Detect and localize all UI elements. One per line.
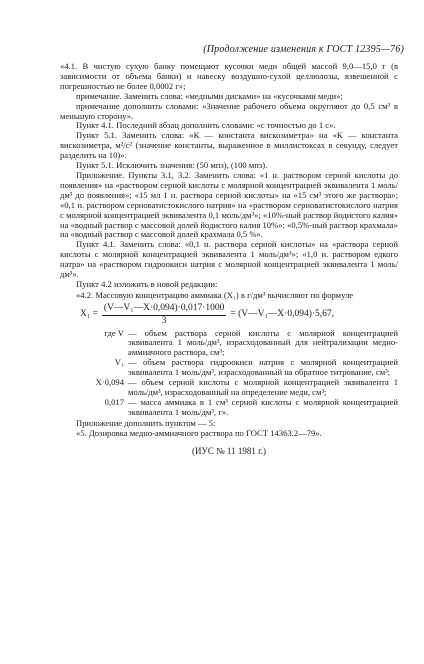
paragraph: Пункт 5.1. Исключить значения: (50 мпз), (100 мпз). bbox=[76, 160, 268, 171]
definition-symbol: где V bbox=[104, 327, 124, 338]
paragraph: Пункт 4.1. Последний абзац дополнить словами: «с точностью до 1 с». bbox=[76, 120, 336, 131]
paragraph: Пункт 4.2 изложить в новой редакции: bbox=[76, 278, 218, 289]
paragraph: «5. Дозировка медно-аммиачного раствора по ГОСТ 14363.2—79». bbox=[76, 427, 322, 438]
paragraph: Приложение дополнить пунктом — 5: bbox=[76, 417, 216, 428]
definition-text: — объем раствора гидроокиси натрия с молярной концентрацией эквивалента 1 моль/дм³, израсходованный на обратное титрование, см³; bbox=[128, 357, 398, 378]
paragraph: Пункт 4.1. Заменить слова: «0,1 н. раствора серной кислоты» на «раствора серной кислоты с молярной концентрацией эквивалента 1 моль/дм³»; «1,0 н. раствором едкого натра» на «раствором гидроокиси натрия с молярной концентрацией эквивалента 1 моль/дм³». bbox=[60, 239, 398, 280]
definition-row bbox=[60, 358, 398, 378]
formula-denominator: 3 bbox=[161, 315, 167, 326]
definition-row bbox=[60, 398, 398, 418]
definition-symbol: X·0,094 bbox=[95, 377, 124, 388]
formula-lhs: X₁ = bbox=[80, 309, 98, 320]
definition-row bbox=[60, 378, 398, 398]
definition-text: — объем раствора серной кислоты с молярной концентрацией эквивалента 1 моль/дм³, израсходованный для нейтрализации медно-аммиачного раствора, см³; bbox=[128, 327, 398, 358]
definition-text: — объем серной кислоты с молярной концентрацией эквивалента 1 моль/дм³, израсходованный на определение меди, см³; bbox=[128, 377, 398, 397]
paragraph: примечание дополнить словами: «Значение рабочего объема округляют до 0,5 см³ в меньшую сторону». bbox=[60, 100, 398, 121]
paragraph: Пункт 5.1. Заменить слова: «К — константа вискозиметра» на «К — константа вискозиметра, м²/с² (значение константы, выраженное в миллистоксах в секунду, следует разделить на 10)». bbox=[60, 130, 398, 161]
formula-intro: «4.2. Массовую концентрацию аммиака (X₁) в г/дм³ вычисляют по формуле bbox=[76, 289, 354, 300]
document-body bbox=[60, 62, 398, 456]
formula-fraction bbox=[102, 304, 226, 327]
definition-row bbox=[60, 329, 398, 359]
formula-numerator: (V—V₁—X·0,094)·0,017·1000 bbox=[102, 304, 226, 316]
paragraph: примечание. Заменить слова: «медными дисками» на «кусочками меди»; bbox=[76, 90, 343, 101]
page-header: (Продолжение изменения к ГОСТ 12395—76) bbox=[203, 44, 404, 55]
definition-text: — масса аммиака в 1 см³ серной кислоты с молярной концентрацией эквивалента 1 моль/дм³, г». bbox=[128, 396, 398, 417]
ius-reference: (ИУС № 11 1981 г.) bbox=[191, 445, 267, 456]
paragraph: «4.1. В чистую сухую банку помещают кусочки меди общей массой 9,0—15,0 г (в зависимости от объема банки) и навеску воздушно-сухой целлюлозы, взвешенной с погрешностью не более 0,0002 г»; bbox=[60, 61, 398, 91]
formula-rhs: = (V—V₁—X·0,094)·5,67, bbox=[230, 309, 335, 320]
definition-symbol: V₁ bbox=[114, 357, 124, 368]
paragraph: Приложение. Пункты 3.1, 3.2. Заменить слова: «1 н. раствором серной кислоты до появления» на «раствором серной кислоты с молярной концентрацией эквивалента 1 моль/дм³ до появления»; «15 мл 1 н. раствора серной кислоты» на «15 см³ этого же раствора»; «0,1 н. раствором серноватистокислого натрия» на «раствором серноватистокислого натрия с молярной концентрацией эквивалента 0,1 моль/дм³»; «10%-ный раствор йодистого калия» на «водный раствор с массовой долей йодистого калия 10%»; «0,5%-ный раствор крахмала» на «водный раствор с массовой долей крахмала 0,5 %». bbox=[60, 169, 398, 240]
formula-definitions bbox=[60, 329, 398, 418]
definition-symbol: 0,017 bbox=[104, 396, 124, 407]
formula bbox=[80, 304, 398, 327]
